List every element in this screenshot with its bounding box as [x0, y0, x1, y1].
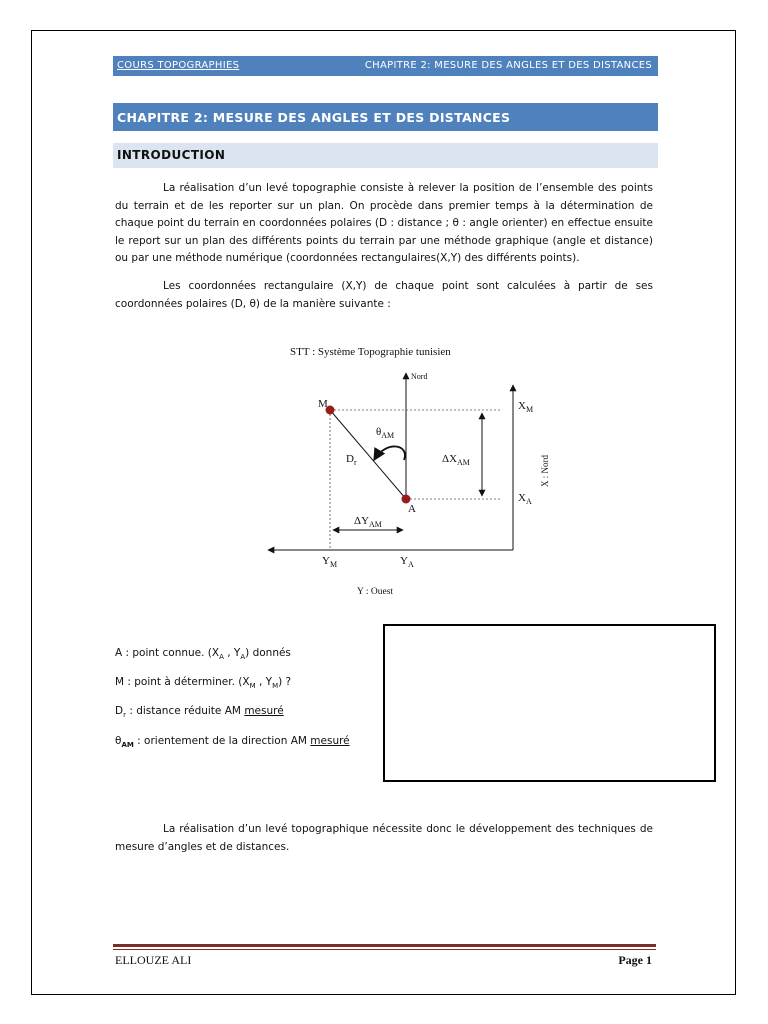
xa-label: $X_A$ — [518, 492, 532, 506]
section-title: INTRODUCTION — [117, 148, 226, 162]
empty-formula-box — [383, 624, 716, 782]
chapter-heading — [113, 103, 658, 131]
definition-point-m: M : point à déterminer. ($X_M$ , $Y_M$) ? — [115, 676, 292, 691]
section-heading — [113, 143, 658, 168]
ym-label: $Y_M$ — [322, 555, 338, 569]
diagram-title: STT : Système Topographie tunisien — [290, 346, 451, 358]
footer-rule-thick — [113, 944, 656, 947]
definition-theta: $\theta_{AM}$ : orientement de la direction AM mesuré — [115, 735, 350, 750]
delta-y-label: $\Delta Y_{AM}$ — [354, 515, 382, 529]
point-a-label: A — [408, 503, 416, 515]
distance-segment — [330, 410, 406, 499]
footer-rule-thin — [113, 949, 656, 950]
definition-distance: $D_r$ : distance réduite AM mesuré — [115, 705, 284, 720]
stt-diagram — [262, 340, 562, 602]
footer-author: ELLOUZE ALI — [115, 953, 192, 967]
conclusion-paragraph: La réalisation d’un levé topographique nécessite donc le développement des techniques de mesure d’angles et de distances. — [115, 823, 653, 853]
xm-label: $X_M$ — [518, 400, 534, 414]
point-m-label: M — [318, 398, 328, 410]
theta-label: $\theta_{AM}$ — [376, 426, 395, 440]
chapter-title: CHAPITRE 2: MESURE DES ANGLES ET DES DISTANCES — [117, 110, 511, 125]
running-header — [113, 56, 658, 76]
definition-point-a: A : point connue. ($X_A$ , $Y_A$) donnés — [115, 647, 291, 662]
theta-arc — [374, 446, 405, 460]
footer-page-number: Page 1 — [618, 953, 652, 967]
delta-x-label: $\Delta X_{AM}$ — [442, 453, 470, 467]
header-chapter-title: CHAPITRE 2: MESURE DES ANGLES ET DES DISTANCES — [364, 60, 652, 71]
intro-paragraph-1: La réalisation d’un levé topographie consiste à relever la position de l’ensemble des points du terrain et de les reporter sur un plan. On procède dans premier temps à la détermination de chaque point du terrain en coordonnées polaires (D : distance ; θ : angle orienter) en effectue ensuite le report sur un plan des différents points du terrain par une méthode graphique (angle et distance) ou par une méthode numérique (coordonnées rectangulaires(X,Y) des différents points). — [115, 182, 653, 264]
header-course-title: COURS TOPOGRAPHIES — [117, 60, 240, 71]
ya-label: $Y_A$ — [400, 555, 414, 569]
y-axis-label: Y : Ouest — [357, 587, 394, 597]
x-axis-label: X : Nord — [540, 455, 550, 487]
distance-label: $D_r$ — [346, 453, 357, 467]
intro-paragraph-2: Les coordonnées rectangulaire (X,Y) de chaque point sont calculées à partir de ses coordonnées polaires (D, θ) de la manière suivante : — [115, 280, 653, 310]
nord-label: Nord — [411, 372, 428, 381]
